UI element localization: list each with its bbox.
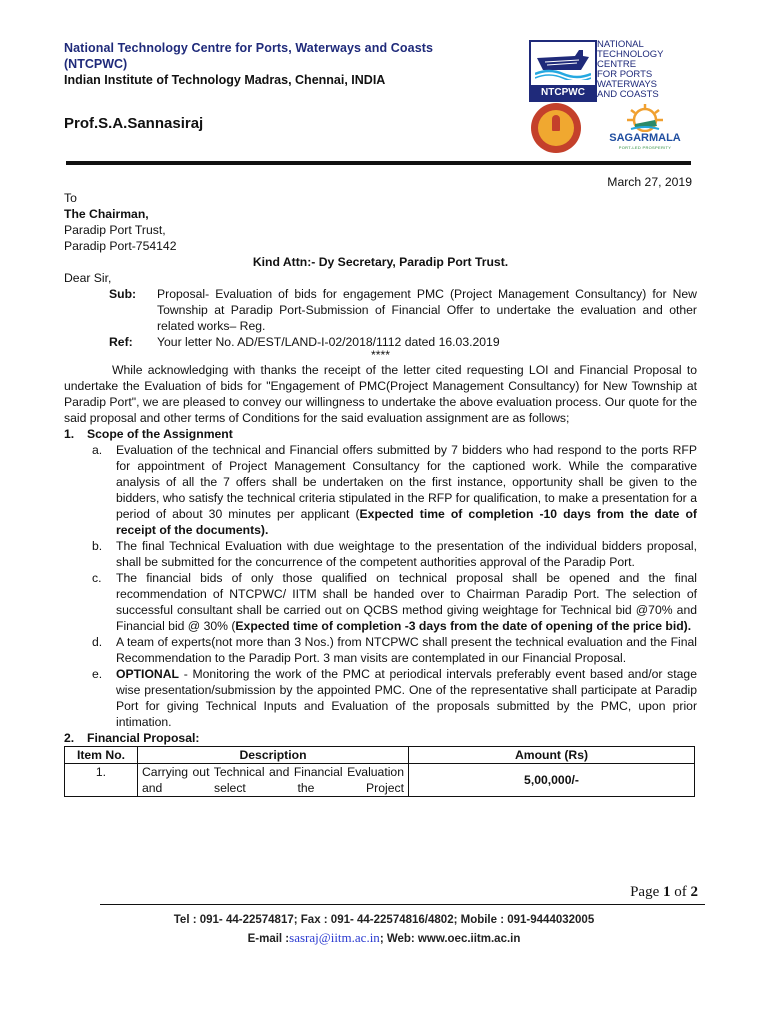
list-item: e. OPTIONAL - Monitoring the work of the PMC at periodical intervals preferably event based and/or stage wise presentation/submission by the appointed PMC. One of the representative shall participate at Paradip Port for giving Technical Inputs and Evaluation of the proposals submitted by the PMC, upon prior intimation. (92, 667, 697, 729)
org-name: National Technology Centre for Ports, Waterways and Coasts (64, 41, 434, 55)
footer-divider (100, 904, 705, 905)
ntcpwc-logo-icon (529, 40, 597, 102)
to-label: To (64, 191, 77, 205)
reference-label: Ref: (109, 335, 133, 349)
signatory-name: Prof.S.A.Sannasiraj (64, 115, 204, 132)
intro-paragraph: While acknowledging with thanks the receipt of the letter cited requesting LOI and Financial Proposal to undertake the Evaluation of bids for "Engagement of PMC(Project Management Consultancy) for New Township at Paradip Port", we are pleased to convey our willingness to undertake the above evaluation process. Our quote for the said proposal and other terms of Conditions for the said evaluation assignment are as follows; (64, 363, 697, 425)
table-row (65, 764, 695, 797)
institute-name: Indian Institute of Technology Madras, Chennai, INDIA (64, 73, 386, 87)
ship-wheel-icon (605, 102, 685, 132)
ntcpwc-logo-label: NTCPWC (531, 85, 595, 100)
column-header-amount: Amount (Rs) (409, 747, 695, 764)
section-heading-financial: 2. Financial Proposal: (64, 731, 200, 745)
list-item: d. A team of experts(not more than 3 Nos.) from NTCPWC shall present the technical evaluation and the Final Recommendation to the Paradip Port. 3 man visits are contemplated in our Financial Proposal. (92, 635, 697, 665)
cell-amount: 5,00,000/- (409, 764, 695, 797)
sagarmala-label: SAGARMALA (609, 132, 681, 144)
page-number: Page 1 of 2 (630, 884, 698, 900)
recipient-org: Paradip Port Trust, (64, 223, 166, 237)
scope-list (64, 442, 697, 730)
subject-text: Proposal- Evaluation of bids for engagement PMC (Project Management Consultancy) for New Township at Paradip Port-Submission of Financial Offer to undertake the evaluation and other related works– Reg. (157, 287, 697, 333)
letter-body (64, 190, 697, 797)
list-item: b. The final Technical Evaluation with due weightage to the presentation of the individual bidders proposal, shall be submitted for the concurrence of the competent authorities approval of the Paradip Port. (92, 539, 697, 569)
sagarmala-logo-icon (605, 102, 685, 152)
sagarmala-tagline: PORT-LED PROSPERITY (618, 145, 672, 150)
footer-email-web: E-mail :sasraj@iitm.ac.in; Web: www.oec.iitm.ac.in (247, 930, 521, 945)
letter-date: March 27, 2019 (607, 175, 692, 189)
column-header-description: Description (138, 747, 409, 764)
section-heading-scope: 1. Scope of the Assignment (64, 427, 233, 441)
table-header-row (65, 747, 695, 764)
list-item: a. Evaluation of the technical and Financial offers submitted by 7 bidders who had respond to the ports RFP for appointment of Project Management Consultancy for the captioned work. While the comparative analysis of all the 7 offers shall be undertaken on the first instance, opportunity shall be given to the bidders, who satisfy the technical criteria stipulated in the RFP for qualification, to make a presentation for a period of about 30 minutes per applicant (Expected time of completion -10 days from the date of receipt of the documents). (92, 443, 697, 537)
org-abbreviation: (NTCPWC) (64, 57, 128, 71)
cell-description: Carrying out Technical and Financial Evaluation and select the Project (138, 764, 409, 797)
ntcpwc-logo-text: NATIONAL TECHNOLOGY CENTRE FOR PORTS WATERWAYS AND COASTS (597, 39, 664, 100)
email-link[interactable]: sasraj@iitm.ac.in (289, 930, 380, 945)
salutation: Dear Sir, (64, 271, 112, 285)
footer-contact: Tel : 091- 44-22574817; Fax : 091- 44-22574816/4802; Mobile : 091-9444032005 (173, 914, 595, 926)
financial-table (64, 746, 695, 797)
reference-text: Your letter No. AD/EST/LAND-I-02/2018/1112 dated 16.03.2019 (157, 335, 500, 349)
list-item: c. The financial bids of only those qualified on technical proposal shall be opened and the final recommendation of NTCPWC/ IITM shall be handed over to Chairman Paradip Port. The selection of successful consultant shall be carried out on QCBS method giving weightage for Technical bid @70% and Financial bid @ 30% (Expected time of completion -3 days from the date of opening of the price bid). (92, 571, 697, 633)
iitm-seal-icon (531, 103, 581, 153)
kind-attention: Kind Attn:- Dy Secretary, Paradip Port Trust. (252, 255, 509, 269)
cell-item-no: 1. (65, 764, 138, 797)
separator: **** (371, 348, 390, 362)
header-divider (66, 161, 691, 165)
subject-label: Sub: (109, 287, 137, 301)
web-link[interactable]: ; Web: www.oec.iitm.ac.in (379, 933, 521, 945)
column-header-item-no: Item No. (65, 747, 138, 764)
subject-row (64, 286, 697, 334)
recipient-address: Paradip Port-754142 (64, 239, 177, 253)
ship-icon (535, 48, 591, 80)
recipient-title: The Chairman, (64, 207, 149, 221)
